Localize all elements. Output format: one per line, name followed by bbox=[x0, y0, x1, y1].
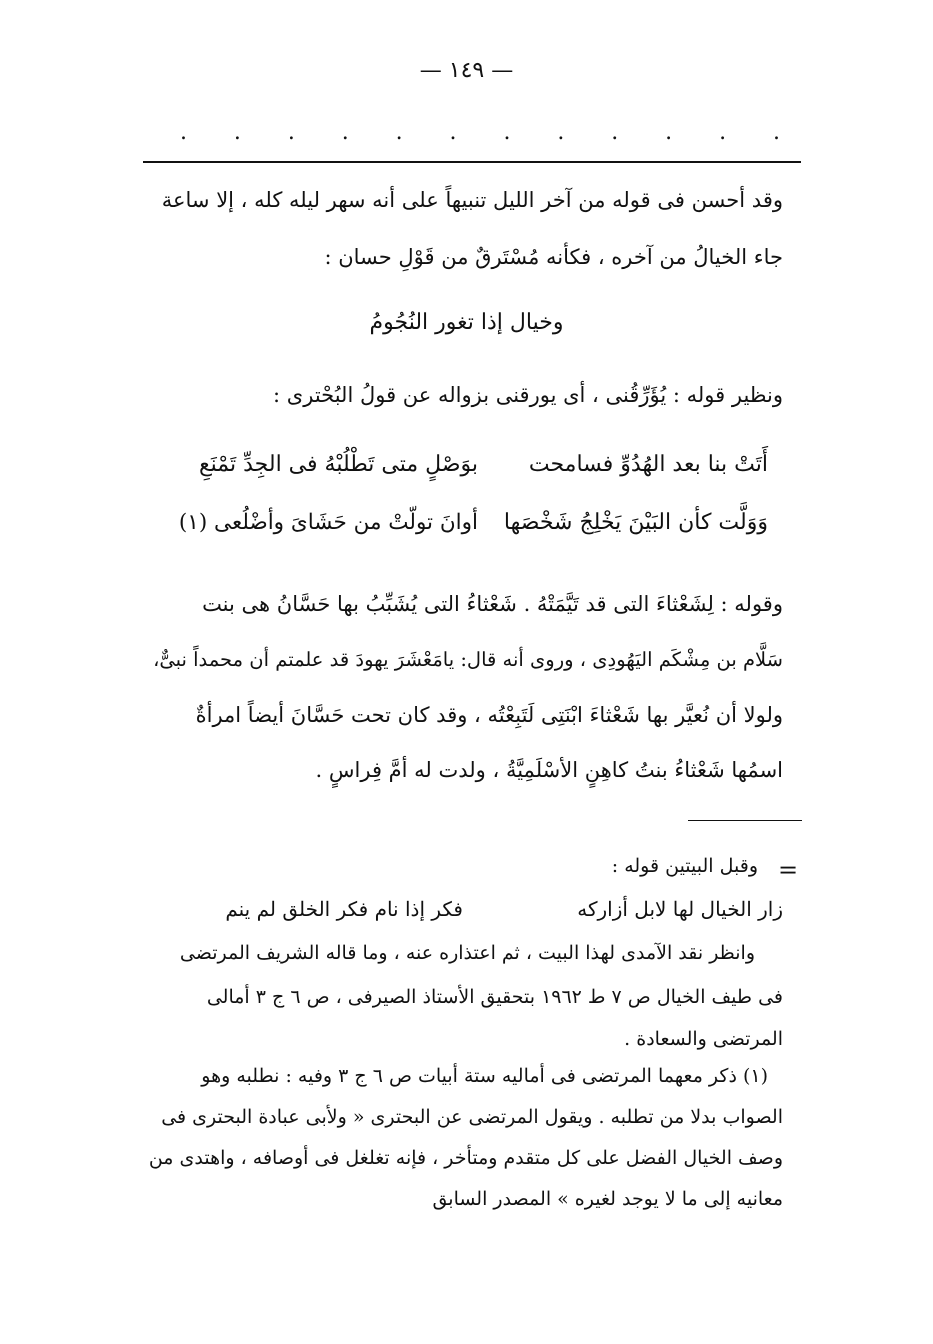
verse-hemistich-right: أَتَتْ بنا بعد الهُدُوِّ فسامحت bbox=[528, 452, 768, 477]
verse-hemistich-left: أوانَ تولّتْ من حَشَاىَ وأضْلُعى (١) bbox=[178, 510, 478, 535]
dot: . bbox=[665, 120, 673, 145]
verse-hemistich-left: بوَصْلٍ متى تَطْلُبْهُ فى الجِدِّ تَمْنَعِ bbox=[198, 452, 478, 477]
footnote-intro: وقبل البيتين قوله : bbox=[611, 855, 758, 877]
body-line: جاء الخيالُ من آخره ، فكأنه مُسْتَرقٌ من قَوْلِ حسان : bbox=[324, 245, 783, 269]
footnote-line: معانيه إلى ما لا يوجد لغيره » المصدر السابق bbox=[432, 1188, 783, 1210]
dot: . bbox=[449, 120, 457, 145]
footnote-line: وانظر نقد الآمدى لهذا البيت ، ثم اعتذاره عنه ، وما قاله الشريف المرتضى bbox=[179, 942, 755, 964]
dot: . bbox=[557, 120, 565, 145]
dot: . bbox=[233, 120, 241, 145]
body-line: ونظير قوله : يُؤَرِّقُنى ، أى يورقنى بزواله عن قولُ البُحْترى : bbox=[273, 383, 783, 407]
footnote-line: الصواب بدلا من تطلبه . ويقول المرتضى عن البحترى « ولأبى عبادة البحترى فى bbox=[161, 1106, 783, 1128]
footnote-line: وصف الخيال الفضل على كل متقدم ومتأخر ، فإنه تغلغل فى أوصافه ، واهتدى من bbox=[148, 1147, 783, 1169]
verse-hemistich-right: وَوَلَّت كأن البَيْنَ يَخْلِجُ شَخْصَها bbox=[503, 510, 768, 535]
body-line: اسمُها شَعْثاءُ بنتُ كاهِنٍ الأسْلَمِيَّةُ ، ولدت له أمَّ فِراسٍ . bbox=[315, 758, 783, 782]
decorative-dots bbox=[180, 122, 780, 144]
dot: . bbox=[719, 120, 727, 145]
dot: . bbox=[611, 120, 619, 145]
body-line: وقد أحسن فى قوله من آخر الليل تنبيهاً على أنه سهر ليله كله ، إلا ساعة bbox=[161, 188, 783, 212]
footnote-line: فى طيف الخيال ص ٧ ط ١٩٦٢ بتحقيق الأستاذ الصيرفى ، ص ٦ ج ٣ أمالى bbox=[206, 986, 783, 1008]
footnote-line: (١) ذكر معهما المرتضى فى أماليه ستة أبيات ص ٦ ج ٣ وفيه : نطلبه وهو bbox=[201, 1065, 768, 1087]
footnote-continuation-marker: = bbox=[778, 856, 799, 884]
dot: . bbox=[180, 120, 187, 145]
footnote-verse-left: فكر إذا نام فكر الخلق لم ينم bbox=[225, 897, 463, 921]
quoted-verse: وخيال إذا تغور النُجُومُ bbox=[369, 310, 564, 335]
header-rule bbox=[143, 161, 801, 163]
footnote-line: المرتضى والسعادة . bbox=[624, 1028, 783, 1050]
dot: . bbox=[772, 120, 780, 145]
body-line: ولولا أن نُعيَّر بها شَعْثاءَ ابْنَتِى لَتَبِعْتُه ، وقد كان تحت حَسَّانَ أيضاً امرأةٌ bbox=[195, 703, 783, 727]
footnote-verse-right: زار الخيال لها لابل أزاركه bbox=[577, 897, 783, 921]
dot: . bbox=[503, 120, 511, 145]
dot: . bbox=[395, 120, 403, 145]
dot: . bbox=[287, 120, 295, 145]
dot: . bbox=[341, 120, 349, 145]
page-number: — ١٤٩ — bbox=[419, 58, 514, 83]
body-line: وقوله : لِشَعْثاءَ التى قد تَيَّمَتْهُ . شَعْثاءُ التى يُشَبِّبُ بها حَسَّانُ هى بنت bbox=[202, 592, 783, 616]
footnote-rule bbox=[688, 820, 802, 821]
body-line: سَلَّام بن مِشْكَم اليَهُودِى ، وروى أنه قال: يامَعْشَرَ يهودَ قد علمتم أن محمداً نبىٌّ، bbox=[153, 648, 783, 671]
